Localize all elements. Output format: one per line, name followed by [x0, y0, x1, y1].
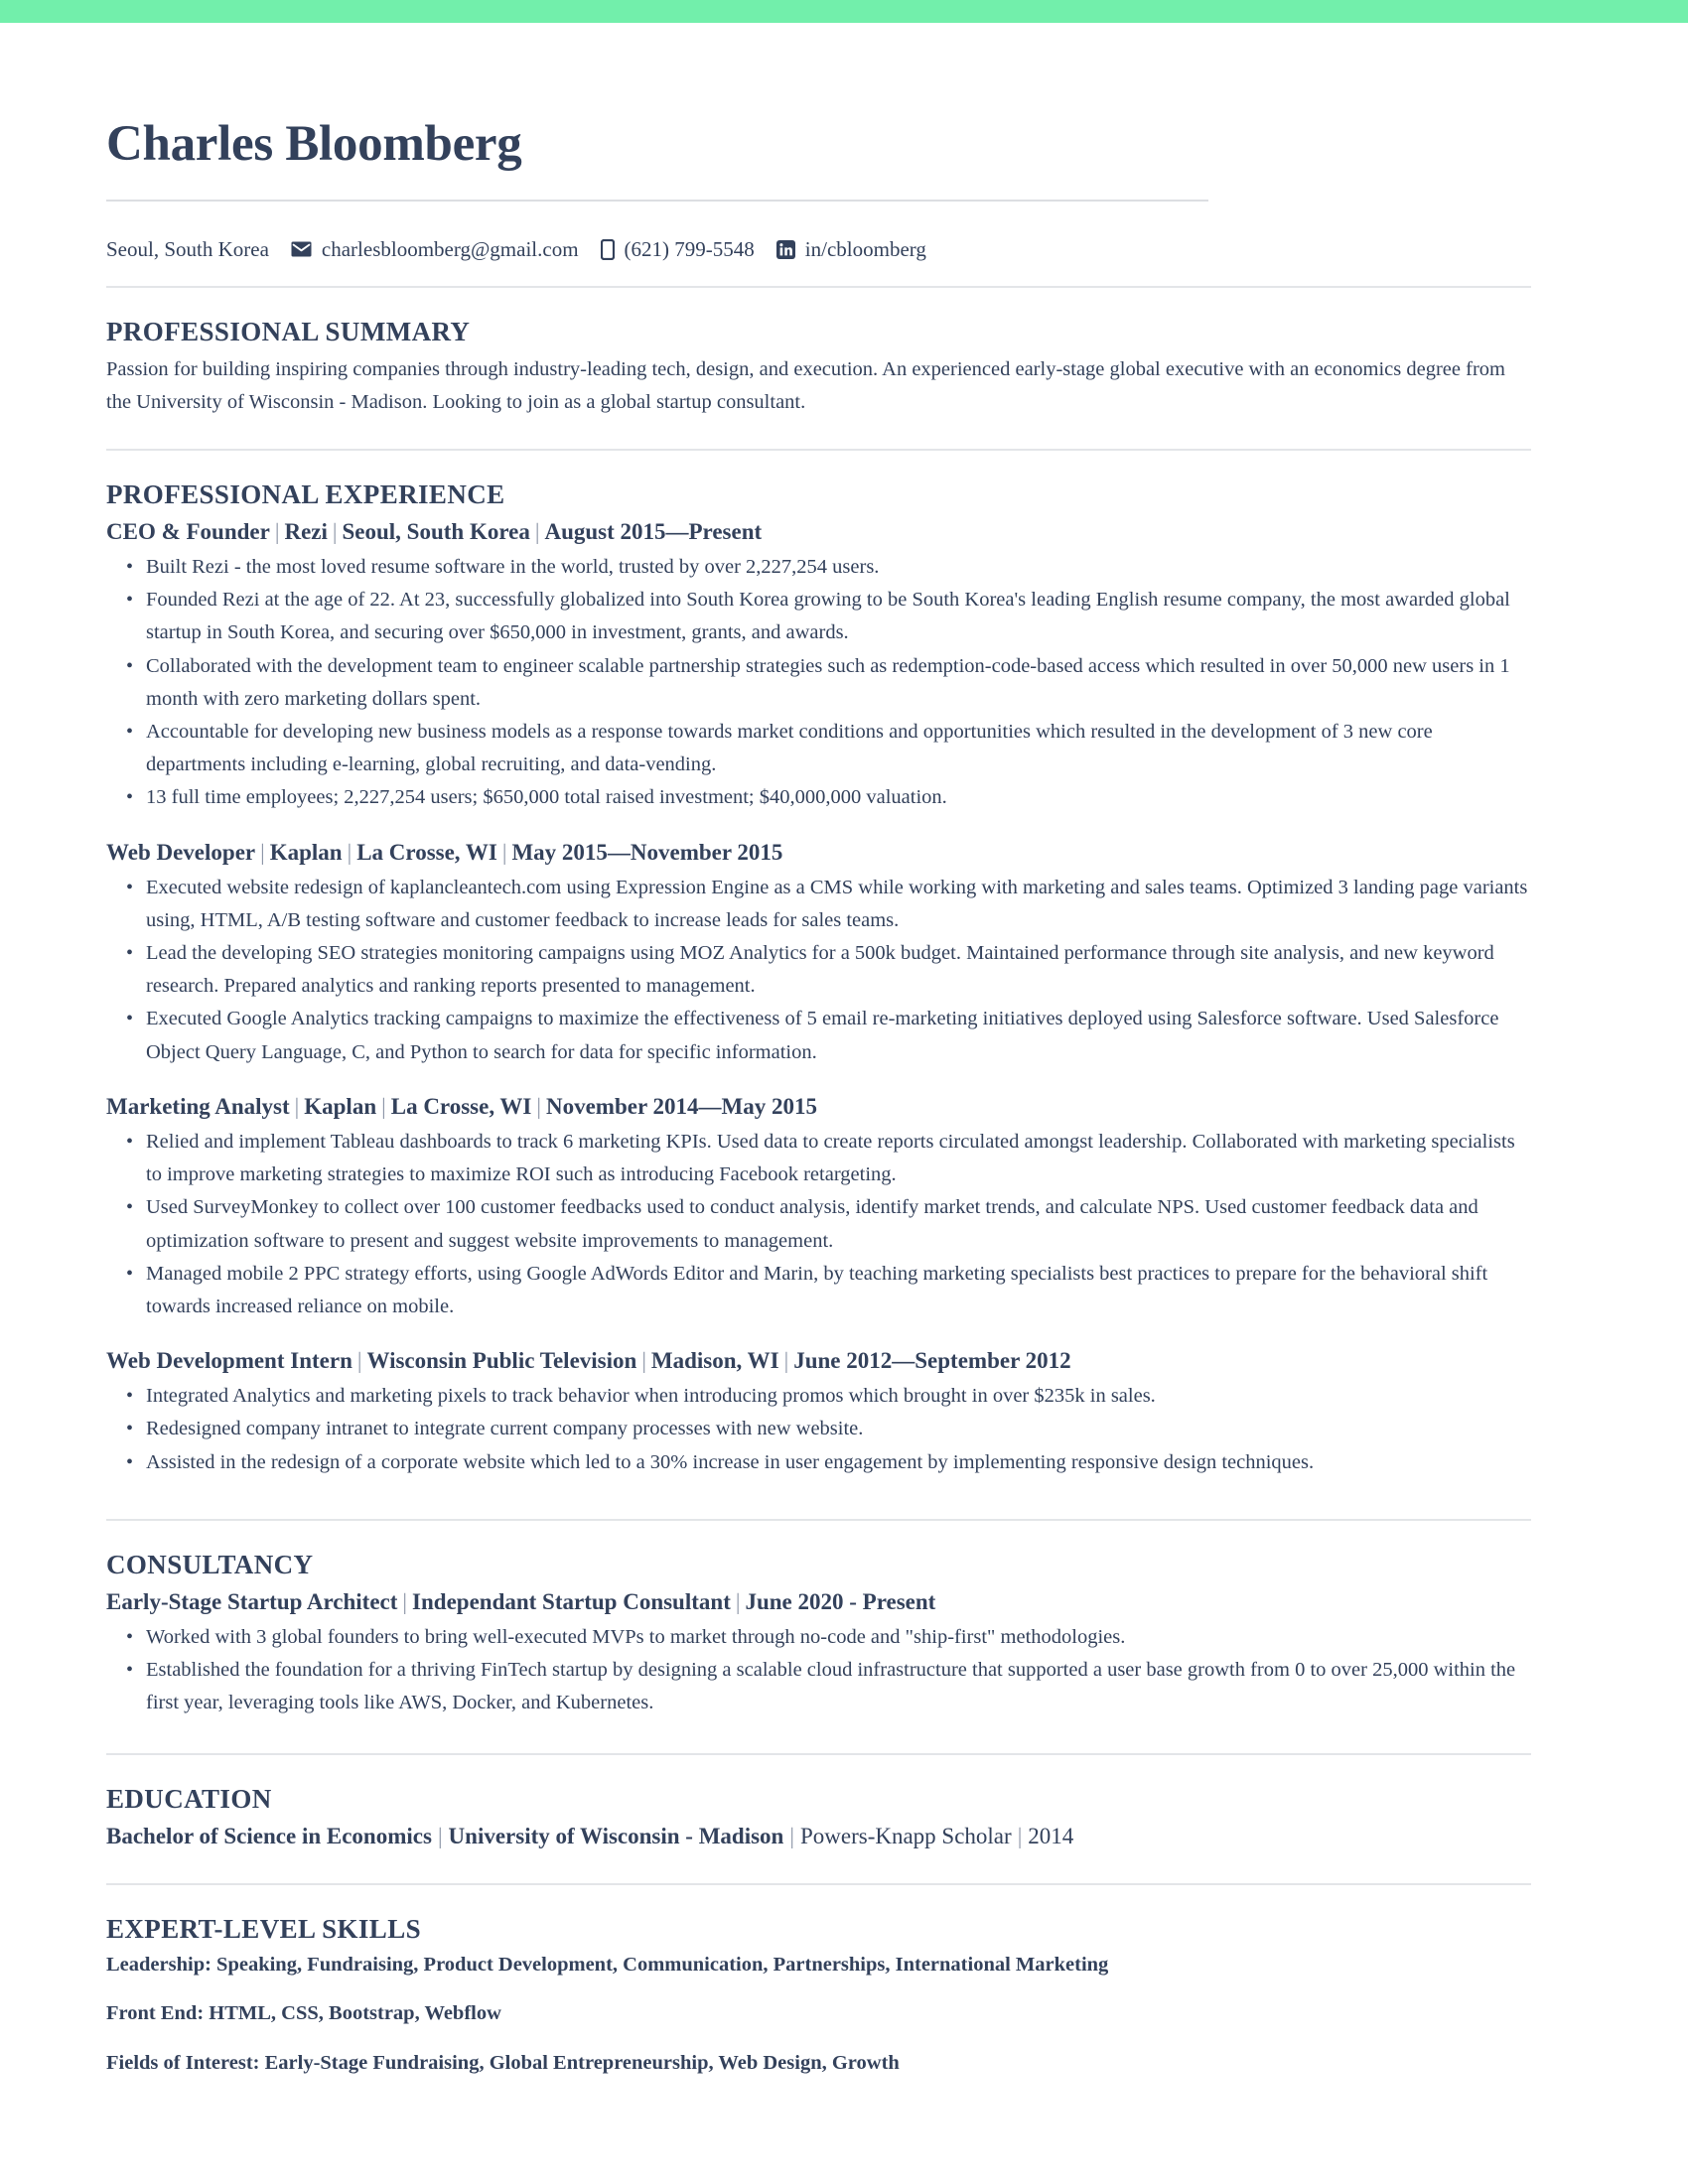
list-item: • Lead the developing SEO strategies monitoring campaigns using MOZ Analytics for a 500k budget. Maintained performance through site analysis, and new keyword research. Prepared analytics and ranking reports presented to management.: [124, 937, 1529, 1003]
list-item: • Integrated Analytics and marketing pixels to track behavior when introducing promos which brought in over $235k in sales.: [124, 1380, 1529, 1413]
list-item: • Accountable for developing new business models as a response towards market conditions and opportunities which resulted in the development of 3 new core departments including e-learning, global recruiting, and data-vending.: [124, 716, 1529, 781]
separator: |: [274, 518, 280, 544]
job-bullets: [124, 1126, 1529, 1323]
list-item: • Built Rezi - the most loved resume software in the world, trusted by over 2,227,254 users.: [124, 551, 1529, 584]
job-company: Kaplan: [304, 1093, 377, 1119]
education-year: 2014: [1028, 1824, 1074, 1849]
job-location: Madison, WI: [650, 1348, 779, 1374]
experience-entry: [106, 1091, 1529, 1323]
section-education: [106, 1753, 1529, 1852]
section-title-experience: PROFESSIONAL EXPERIENCE: [106, 478, 505, 509]
job-dates: May 2015—November 2015: [511, 839, 783, 865]
job-bullets: [124, 1380, 1529, 1479]
skill-line-leadership: Leadership: Speaking, Fundraising, Product Development, Communication, Partnerships, International Marketing: [106, 1953, 1109, 1976]
contact-location: [106, 236, 269, 261]
job-role: CEO & Founder: [106, 518, 270, 544]
experience-entry: [106, 837, 1529, 1069]
list-item: • 13 full time employees; 2,227,254 users; $650,000 total raised investment; $40,000,000 valuation.: [124, 781, 1529, 814]
separator: |: [437, 1824, 443, 1849]
skill-line-front-end: Front End: HTML, CSS, Bootstrap, Webflow: [106, 2002, 501, 2025]
list-item: • Assisted in the redesign of a corporate website which led to a 30% increase in user engagement by implementing responsive design techniques.: [124, 1446, 1529, 1479]
email-text: charlesbloomberg@gmail.com: [321, 236, 579, 261]
separator: |: [347, 839, 352, 865]
job-heading: [106, 1091, 1529, 1122]
job-heading: [106, 837, 1529, 868]
section-divider: [106, 449, 1531, 451]
linkedin-text: in/cbloomberg: [804, 236, 926, 261]
job-location: La Crosse, WI: [390, 1093, 532, 1119]
section-divider: [106, 286, 1531, 288]
list-item: • Redesigned company intranet to integrate current company processes with new website.: [124, 1413, 1529, 1445]
contact-email[interactable]: [291, 236, 579, 261]
job-dates: November 2014—May 2015: [545, 1093, 817, 1119]
section-consultancy: [106, 1519, 1529, 1720]
job-dates: June 2012—September 2012: [793, 1348, 1071, 1374]
job-company: Independant Startup Consultant: [412, 1588, 731, 1614]
separator: |: [783, 1348, 789, 1374]
job-dates: June 2020 - Present: [745, 1588, 936, 1614]
education-entry: [106, 1821, 1529, 1852]
contact-phone[interactable]: [601, 236, 755, 261]
list-item: • Relied and implement Tableau dashboards to track 6 marketing KPIs. Used data to create reports circulated amongst leadership. Collaborated with marketing specialists to improve marketing strategies to maximize ROI such as introducing Facebook retargeting.: [124, 1126, 1529, 1191]
section-professional-summary: [106, 286, 1529, 419]
separator: |: [381, 1093, 386, 1119]
header-divider: [106, 200, 1208, 202]
section-title-summary: PROFESSIONAL SUMMARY: [106, 316, 471, 346]
section-divider: [106, 1883, 1531, 1885]
accent-top-bar: [0, 0, 1688, 23]
list-item: • Used SurveyMonkey to collect over 100 customer feedbacks used to conduct analysis, identify market trends, and calculate NPS. Used customer feedback data and optimization software to present and suggest website improvements to management.: [124, 1191, 1529, 1257]
separator: |: [356, 1348, 362, 1374]
job-bullets: [124, 1621, 1529, 1720]
list-item: • Worked with 3 global founders to bring well-executed MVPs to market through no-code and "ship-first" methodologies.: [124, 1621, 1529, 1654]
job-role: Web Development Intern: [106, 1348, 352, 1374]
separator: |: [789, 1824, 794, 1849]
education-honors: Powers-Knapp Scholar: [799, 1824, 1012, 1849]
job-company: Kaplan: [269, 839, 343, 865]
section-divider: [106, 1753, 1531, 1755]
list-item: • Executed Google Analytics tracking campaigns to maximize the effectiveness of 5 email re-marketing initiatives deployed using Salesforce software. Used Salesforce Object Query Language, C, and Python to search for data for specific information.: [124, 1003, 1529, 1068]
job-dates: August 2015—Present: [544, 518, 763, 544]
location-text: Seoul, South Korea: [106, 236, 269, 261]
list-item: • Managed mobile 2 PPC strategy efforts, using Google AdWords Editor and Marin, by teaching marketing specialists best practices to prepare for the behavioral shift towards increased reliance on mobile.: [124, 1258, 1529, 1323]
section-title-education: EDUCATION: [106, 1784, 272, 1815]
contact-row: [106, 236, 1529, 261]
separator: |: [534, 518, 540, 544]
separator: |: [332, 518, 338, 544]
page-title: Charles Bloomberg: [106, 116, 522, 172]
experience-entry: [106, 1345, 1529, 1479]
list-item: • Collaborated with the development team to engineer scalable partnership strategies such as redemption-code-based access which resulted in over 50,000 new users in 1 month with zero marketing dollars spent.: [124, 650, 1529, 716]
contact-linkedin[interactable]: [776, 236, 926, 261]
separator: |: [501, 839, 507, 865]
job-bullets: [124, 551, 1529, 815]
skill-line-fields-of-interest: Fields of Interest: Early-Stage Fundraising, Global Entrepreneurship, Web Design, Growth: [106, 2052, 900, 2075]
job-location: La Crosse, WI: [356, 839, 497, 865]
linkedin-icon: [776, 240, 795, 259]
separator: |: [260, 839, 265, 865]
job-role: Web Developer: [106, 839, 256, 865]
separator: |: [402, 1588, 408, 1614]
phone-text: (621) 799-5548: [624, 236, 755, 261]
job-company: Wisconsin Public Television: [366, 1348, 637, 1374]
list-item: • Executed website redesign of kaplancleantech.com using Expression Engine as a CMS while working with marketing and sales teams. Optimized 3 landing page variants using, HTML, A/B testing software and customer feedback to increase leads for sales teams.: [124, 872, 1529, 937]
consultancy-entry: [106, 1586, 1529, 1720]
envelope-icon: [291, 241, 312, 257]
education-school: University of Wisconsin - Madison: [448, 1824, 784, 1849]
section-skills: [106, 1883, 1529, 2079]
list-item: • Founded Rezi at the age of 22. At 23, successfully globalized into South Korea growing to be South Korea's leading English resume company, the most awarded global startup in South Korea, and securing over $650,000 in investment, grants, and awards.: [124, 584, 1529, 649]
section-divider: [106, 1519, 1531, 1521]
job-role: Early-Stage Startup Architect: [106, 1588, 398, 1614]
separator: |: [294, 1093, 300, 1119]
job-heading: [106, 1345, 1529, 1376]
section-title-skills: EXPERT-LEVEL SKILLS: [106, 1913, 422, 1944]
job-heading: [106, 516, 1529, 547]
education-degree: Bachelor of Science in Economics: [106, 1824, 432, 1849]
separator: |: [536, 1093, 541, 1119]
resume-header: [106, 23, 1529, 260]
job-role: Marketing Analyst: [106, 1093, 290, 1119]
resume-content: [0, 23, 1688, 2079]
list-item: • Established the foundation for a thriving FinTech startup by designing a scalable cloud infrastructure that supported a user base growth from 0 to over 25,000 within the first year, leveraging tools like AWS, Docker, and Kubernetes.: [124, 1654, 1529, 1719]
job-heading: [106, 1586, 1529, 1617]
separator: |: [1017, 1824, 1023, 1849]
job-bullets: [124, 872, 1529, 1069]
summary-text: Passion for building inspiring companies through industry-leading tech, design, and execution. An experienced early-stage global executive with an economics degree from the University of Wisconsin - Madison. Looking to join as a global startup consultant.: [106, 357, 1505, 413]
job-company: Rezi: [284, 518, 328, 544]
separator: |: [641, 1348, 646, 1374]
section-title-consultancy: CONSULTANCY: [106, 1549, 314, 1579]
section-professional-experience: [106, 449, 1529, 1479]
mobile-phone-icon: [601, 239, 615, 260]
separator: |: [735, 1588, 741, 1614]
experience-entry: [106, 516, 1529, 815]
job-location: Seoul, South Korea: [342, 518, 530, 544]
